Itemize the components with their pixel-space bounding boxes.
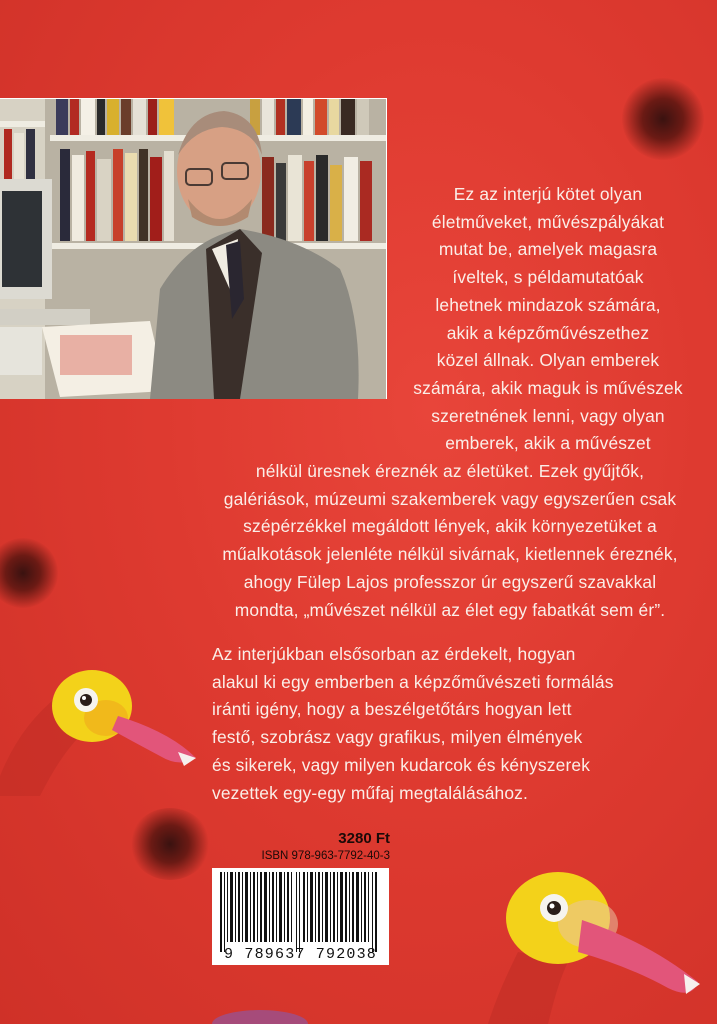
text-line: és sikerek, vagy milyen kudarcok és kényszerek	[212, 754, 591, 775]
text-line: mondta, „művészet nélkül az élet egy fabatkát sem ér”.	[234, 599, 666, 620]
text-line: iránti igény, hogy a beszélgetőtárs hogyan lett	[212, 699, 572, 720]
ink-blot	[0, 538, 58, 608]
price-label: 3280 Ft	[338, 830, 390, 847]
barcode-digits: 9 789637 792038	[223, 946, 378, 963]
text-line: életműveket, művészpályákat	[431, 211, 665, 232]
text-line: közel állnak. Olyan emberek	[436, 350, 660, 371]
text-line: íveltek, s példamutatóak	[452, 267, 644, 288]
text-line: galériások, múzeumi szakemberek vagy egyszerűen csak	[223, 488, 677, 509]
text-line: műalkotások jelenléte nélkül sivárnak, kietlennek éreznék,	[222, 544, 678, 565]
open-book	[42, 321, 166, 397]
text-line: vezettek egy-egy műfaj megtalálásához.	[212, 782, 528, 803]
barcode	[212, 868, 389, 965]
ink-blot	[130, 808, 210, 880]
text-line: alakul ki egy emberben a képzőművészeti formálás	[212, 671, 614, 692]
ink-blot	[622, 78, 704, 160]
isbn-label: ISBN 978-963-7792-40-3	[261, 850, 390, 862]
description-paragraph-2	[212, 641, 672, 807]
author-photo	[0, 98, 387, 399]
text-line: szeretnének lenni, vagy olyan	[431, 405, 665, 426]
text-line: akik a képzőművészethez	[446, 322, 650, 343]
text-line: számára, akik maguk is művészek	[413, 377, 683, 398]
description-paragraph-1-upper	[398, 181, 698, 458]
text-line: szépérzékkel megáldott lények, akik környezetüket a	[243, 516, 657, 537]
text-line: festő, szobrász vagy grafikus, milyen élmények	[212, 727, 583, 748]
text-line: Ez az interjú kötet olyan	[453, 184, 643, 204]
text-line: mutat be, amelyek magasra	[438, 239, 658, 260]
text-line: ahogy Fülep Lajos professzor úr egyszerű szavakkal	[243, 571, 657, 592]
text-line: lehetnek mindazok számára,	[435, 294, 661, 315]
text-line: nélkül üresnek éreznék az életüket. Ezek gyűjtők,	[255, 461, 645, 481]
bird-head-fragment	[200, 1004, 320, 1024]
description-paragraph-1-lower	[200, 458, 700, 624]
text-line: Az interjúkban elsősorban az érdekelt, hogyan	[212, 644, 576, 664]
yellow-bird-illustration-left	[0, 656, 200, 796]
text-line: emberek, akik a művészet	[445, 433, 651, 454]
yellow-bird-illustration-right	[478, 862, 717, 1024]
